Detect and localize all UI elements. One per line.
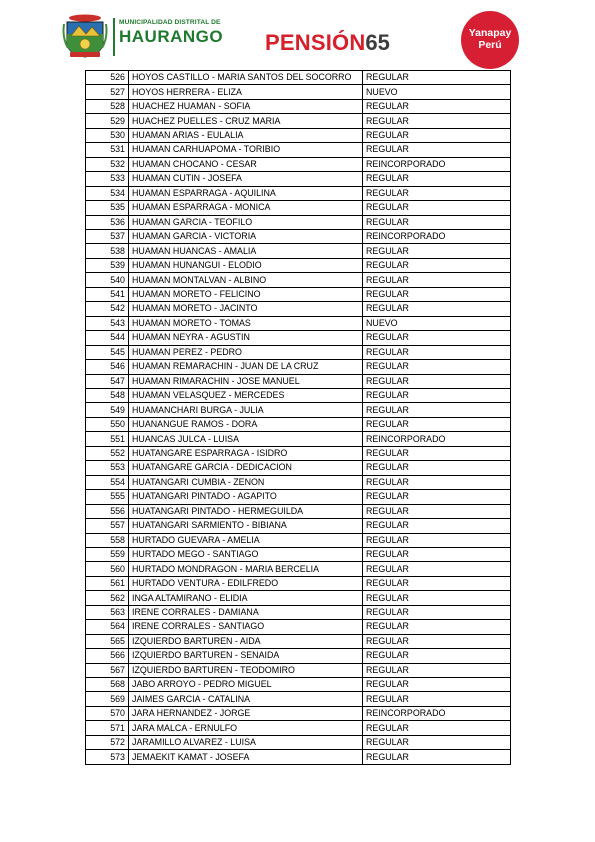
beneficiary-name: IZQUIERDO BARTUREN - AIDA [129, 634, 363, 648]
beneficiary-status: REGULAR [363, 678, 511, 692]
row-number: 566 [86, 649, 129, 663]
beneficiary-name: HUATANGARI SARMIENTO - BIBIANA [129, 519, 363, 533]
beneficiary-status: REGULAR [363, 374, 511, 388]
table-row [86, 316, 511, 330]
beneficiary-name: HUAMAN MONTALVAN - ALBINO [129, 273, 363, 287]
row-number: 562 [86, 591, 129, 605]
table-row [86, 302, 511, 316]
row-number: 543 [86, 316, 129, 330]
beneficiary-status: REINCORPORADO [363, 432, 511, 446]
beneficiary-status: REGULAR [363, 71, 511, 85]
beneficiary-name: JAIMES GARCIA - CATALINA [129, 692, 363, 706]
pension65-logo [265, 31, 390, 55]
table-row [86, 85, 511, 99]
municipal-shield-icon [62, 14, 108, 58]
row-number: 537 [86, 229, 129, 243]
beneficiary-status: REGULAR [363, 360, 511, 374]
row-number: 534 [86, 186, 129, 200]
beneficiary-name: HUAMAN CUTIN - JOSEFA [129, 172, 363, 186]
table-row [86, 201, 511, 215]
table-row [86, 706, 511, 720]
row-number: 564 [86, 620, 129, 634]
row-number: 546 [86, 360, 129, 374]
beneficiary-table-body [86, 71, 511, 765]
beneficiary-name: HUAMAN GARCIA - VICTORIA [129, 229, 363, 243]
beneficiary-status: REGULAR [363, 273, 511, 287]
table-row [86, 215, 511, 229]
table-row [86, 157, 511, 171]
table-row [86, 750, 511, 764]
beneficiary-name: HURTADO MONDRAGON - MARIA BERCELIA [129, 562, 363, 576]
beneficiary-name: HUAMANCHARI BURGA - JULIA [129, 403, 363, 417]
district-name: HAURANGO [119, 27, 224, 46]
beneficiary-status: REGULAR [363, 735, 511, 749]
beneficiary-status: REGULAR [363, 605, 511, 619]
beneficiary-status: REGULAR [363, 143, 511, 157]
beneficiary-name: IZQUIERDO BARTUREN - TEODOMIRO [129, 663, 363, 677]
beneficiary-name: HUAMAN RIMARACHIN - JOSE MANUEL [129, 374, 363, 388]
table-row [86, 114, 511, 128]
beneficiary-name: HUAMAN PEREZ - PEDRO [129, 345, 363, 359]
beneficiary-status: REGULAR [363, 215, 511, 229]
row-number: 557 [86, 519, 129, 533]
beneficiary-status: REGULAR [363, 562, 511, 576]
table-row [86, 504, 511, 518]
beneficiary-status: REGULAR [363, 547, 511, 561]
table-row [86, 244, 511, 258]
municipality-label: MUNICIPALIDAD DISTRITAL DE [119, 19, 221, 26]
beneficiary-name: HUAMAN ESPARRAGA - MONICA [129, 201, 363, 215]
table-row [86, 172, 511, 186]
beneficiary-status: REINCORPORADO [363, 229, 511, 243]
beneficiary-status: REGULAR [363, 417, 511, 431]
beneficiary-status: REGULAR [363, 403, 511, 417]
beneficiary-status: REGULAR [363, 591, 511, 605]
beneficiary-name: HUAMAN VELASQUEZ - MERCEDES [129, 388, 363, 402]
table-row [86, 735, 511, 749]
table-row [86, 345, 511, 359]
row-number: 555 [86, 490, 129, 504]
row-number: 540 [86, 273, 129, 287]
beneficiary-status: REGULAR [363, 331, 511, 345]
row-number: 556 [86, 504, 129, 518]
beneficiary-status: REGULAR [363, 201, 511, 215]
yanapay-line2: Perú [478, 39, 502, 51]
beneficiary-name: HUATANGARI PINTADO - AGAPITO [129, 490, 363, 504]
row-number: 545 [86, 345, 129, 359]
table-row [86, 99, 511, 113]
table-row [86, 591, 511, 605]
municipality-name [113, 18, 228, 56]
beneficiary-name: HUACHEZ HUAMAN - SOFIA [129, 99, 363, 113]
beneficiary-name: HUAMAN HUNANGUI - ELODIO [129, 258, 363, 272]
row-number: 527 [86, 85, 129, 99]
row-number: 553 [86, 461, 129, 475]
beneficiary-status: REGULAR [363, 172, 511, 186]
table-row [86, 547, 511, 561]
beneficiary-name: IRENE CORRALES - DAMIANA [129, 605, 363, 619]
row-number: 558 [86, 533, 129, 547]
yanapay-peru-logo [461, 11, 519, 69]
table-row [86, 360, 511, 374]
table-row [86, 128, 511, 142]
row-number: 533 [86, 172, 129, 186]
beneficiary-status: REGULAR [363, 302, 511, 316]
row-number: 532 [86, 157, 129, 171]
beneficiary-name: HUATANGARI CUMBIA - ZENON [129, 475, 363, 489]
beneficiary-status: REGULAR [363, 533, 511, 547]
beneficiary-status: REGULAR [363, 446, 511, 460]
beneficiary-name: JEMAEKIT KAMAT - JOSEFA [129, 750, 363, 764]
beneficiary-status: REGULAR [363, 388, 511, 402]
pension-number: 65 [365, 30, 390, 55]
page-header [0, 0, 595, 70]
beneficiary-status: REGULAR [363, 128, 511, 142]
table-row [86, 403, 511, 417]
beneficiary-name: HURTADO VENTURA - EDILFREDO [129, 576, 363, 590]
table-row [86, 461, 511, 475]
table-row [86, 229, 511, 243]
beneficiary-status: REGULAR [363, 634, 511, 648]
row-number: 560 [86, 562, 129, 576]
beneficiary-table [85, 70, 511, 765]
beneficiary-status: REINCORPORADO [363, 157, 511, 171]
beneficiary-status: REGULAR [363, 258, 511, 272]
table-row [86, 576, 511, 590]
table-row [86, 446, 511, 460]
table-row [86, 186, 511, 200]
row-number: 542 [86, 302, 129, 316]
beneficiary-name: IRENE CORRALES - SANTIAGO [129, 620, 363, 634]
table-row [86, 273, 511, 287]
beneficiary-status: REGULAR [363, 114, 511, 128]
beneficiary-name: HURTADO MEGO - SANTIAGO [129, 547, 363, 561]
table-row [86, 432, 511, 446]
table-row [86, 287, 511, 301]
beneficiary-name: HUAMAN MORETO - FELICINO [129, 287, 363, 301]
row-number: 544 [86, 331, 129, 345]
yanapay-line1: Yanapay [468, 27, 512, 39]
row-number: 548 [86, 388, 129, 402]
beneficiary-name: HUAMAN MORETO - JACINTO [129, 302, 363, 316]
table-row [86, 634, 511, 648]
table-row [86, 388, 511, 402]
beneficiary-name: HUAMAN GARCIA - TEOFILO [129, 215, 363, 229]
row-number: 552 [86, 446, 129, 460]
beneficiary-status: REGULAR [363, 692, 511, 706]
beneficiary-status: REGULAR [363, 750, 511, 764]
row-number: 559 [86, 547, 129, 561]
beneficiary-status: REGULAR [363, 186, 511, 200]
beneficiary-name: JARAMILLO ALVAREZ - LUISA [129, 735, 363, 749]
beneficiary-name: HUANANGUE RAMOS - DORA [129, 417, 363, 431]
row-number: 554 [86, 475, 129, 489]
row-number: 538 [86, 244, 129, 258]
beneficiary-name: HUAMAN ARIAS - EULALIA [129, 128, 363, 142]
table-row [86, 649, 511, 663]
table-row [86, 721, 511, 735]
row-number: 565 [86, 634, 129, 648]
beneficiary-name: IZQUIERDO BARTUREN - SENAIDA [129, 649, 363, 663]
row-number: 563 [86, 605, 129, 619]
beneficiary-name: HURTADO GUEVARA - AMELIA [129, 533, 363, 547]
beneficiary-name: INGA ALTAMIRANO - ELIDIA [129, 591, 363, 605]
row-number: 567 [86, 663, 129, 677]
row-number: 536 [86, 215, 129, 229]
table-row [86, 71, 511, 85]
beneficiary-status: REGULAR [363, 620, 511, 634]
table-row [86, 143, 511, 157]
row-number: 530 [86, 128, 129, 142]
beneficiary-name: HUATANGARE GARCIA - DEDICACION [129, 461, 363, 475]
row-number: 561 [86, 576, 129, 590]
row-number: 549 [86, 403, 129, 417]
row-number: 539 [86, 258, 129, 272]
beneficiary-status: REGULAR [363, 721, 511, 735]
beneficiary-status: REGULAR [363, 345, 511, 359]
beneficiary-name: HUAMAN MORETO - TOMAS [129, 316, 363, 330]
table-row [86, 475, 511, 489]
row-number: 547 [86, 374, 129, 388]
table-row [86, 692, 511, 706]
beneficiary-name: HOYOS CASTILLO - MARIA SANTOS DEL SOCORRO [129, 71, 363, 85]
beneficiary-name: HUAMAN HUANCAS - AMALIA [129, 244, 363, 258]
beneficiary-status: REGULAR [363, 504, 511, 518]
beneficiary-name: HUAMAN NEYRA - AGUSTIN [129, 331, 363, 345]
row-number: 569 [86, 692, 129, 706]
table-row [86, 374, 511, 388]
beneficiary-name: HUANCAS JULCA - LUISA [129, 432, 363, 446]
row-number: 541 [86, 287, 129, 301]
row-number: 568 [86, 678, 129, 692]
table-row [86, 663, 511, 677]
table-row [86, 417, 511, 431]
beneficiary-status: REGULAR [363, 519, 511, 533]
row-number: 529 [86, 114, 129, 128]
row-number: 528 [86, 99, 129, 113]
beneficiary-name: HUAMAN REMARACHIN - JUAN DE LA CRUZ [129, 360, 363, 374]
row-number: 573 [86, 750, 129, 764]
row-number: 531 [86, 143, 129, 157]
row-number: 551 [86, 432, 129, 446]
pension-word: PENSIÓN [265, 30, 366, 55]
table-row [86, 258, 511, 272]
row-number: 572 [86, 735, 129, 749]
beneficiary-status: REINCORPORADO [363, 706, 511, 720]
table-row [86, 533, 511, 547]
row-number: 550 [86, 417, 129, 431]
row-number: 526 [86, 71, 129, 85]
table-row [86, 490, 511, 504]
table-row [86, 605, 511, 619]
beneficiary-name: HOYOS HERRERA - ELIZA [129, 85, 363, 99]
beneficiary-status: NUEVO [363, 85, 511, 99]
beneficiary-status: REGULAR [363, 244, 511, 258]
beneficiary-status: REGULAR [363, 287, 511, 301]
row-number: 535 [86, 201, 129, 215]
beneficiary-status: REGULAR [363, 99, 511, 113]
beneficiary-name: HUATANGARI PINTADO - HERMEGUILDA [129, 504, 363, 518]
beneficiary-status: REGULAR [363, 663, 511, 677]
beneficiary-status: REGULAR [363, 461, 511, 475]
table-row [86, 562, 511, 576]
beneficiary-name: JARA MALCA - ERNULFO [129, 721, 363, 735]
beneficiary-status: REGULAR [363, 649, 511, 663]
beneficiary-name: HUAMAN CARHUAPOMA - TORIBIO [129, 143, 363, 157]
beneficiary-status: REGULAR [363, 576, 511, 590]
beneficiary-name: HUACHEZ PUELLES - CRUZ MARIA [129, 114, 363, 128]
beneficiary-status: REGULAR [363, 490, 511, 504]
beneficiary-status: REGULAR [363, 475, 511, 489]
table-row [86, 620, 511, 634]
beneficiary-name: HUATANGARE ESPARRAGA - ISIDRO [129, 446, 363, 460]
row-number: 570 [86, 706, 129, 720]
beneficiary-name: HUAMAN CHOCANO - CESAR [129, 157, 363, 171]
table-row [86, 519, 511, 533]
beneficiary-name: HUAMAN ESPARRAGA - AQUILINA [129, 186, 363, 200]
beneficiary-name: JABO ARROYO - PEDRO MIGUEL [129, 678, 363, 692]
table-row [86, 678, 511, 692]
row-number: 571 [86, 721, 129, 735]
beneficiary-status: NUEVO [363, 316, 511, 330]
table-row [86, 331, 511, 345]
beneficiary-name: JARA HERNANDEZ - JORGE [129, 706, 363, 720]
